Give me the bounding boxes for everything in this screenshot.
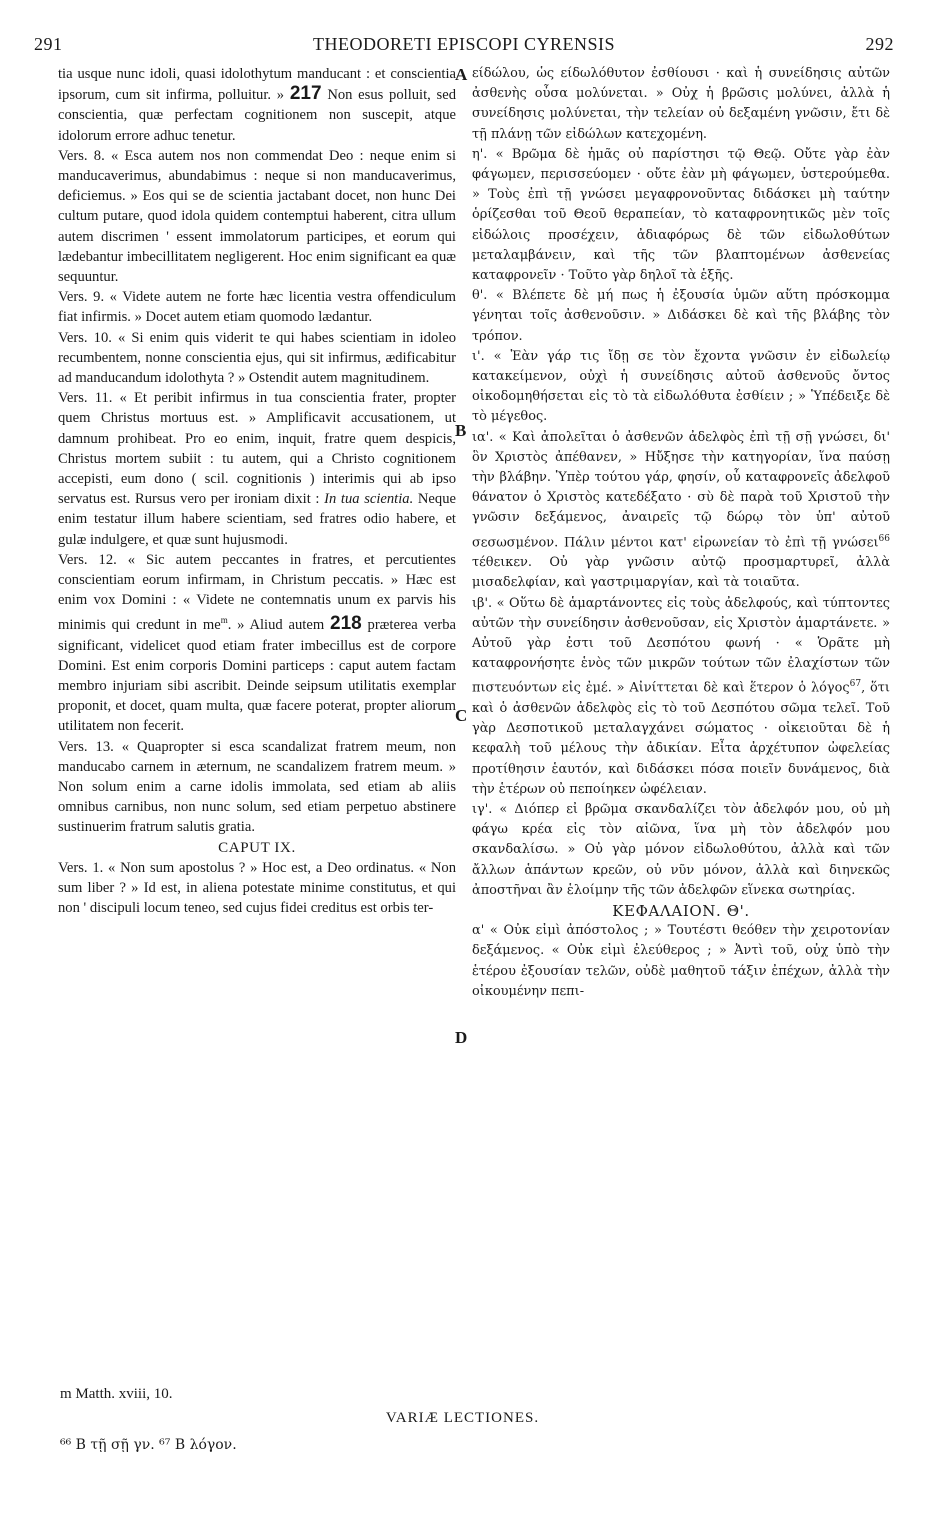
chapter-heading-greek: ΚΕΦΑΛΑΙΟΝ. Θ'. [612, 901, 750, 920]
greek-paragraph: ι'. « Ἐὰν γάρ τις ἴδῃ σε τὸν ἔχοντα γνῶσιν ἐν εἰδωλείῳ κατακείμενον, οὐχὶ ἡ συνείδησις αὐτοῦ ἀσθενοῦς ὄντος οἰκοδομηθήσεται εἰς τὸ τὰ εἰδωλόθυτα ἐσθίειν ; » Ὑπέδειξε δὲ τὸ μέγεθος. [472, 348, 890, 425]
chapter-heading-latin: CAPUT IX. [218, 839, 296, 856]
latin-text: Vers. 12. « Sic autem peccantes in fratres, et percutientes conscientiam eorum infirmam, in Christum peccatis. » Hæc est enim vox Domini : « Videte ne contemnatis unum ex parvis his minimis qui credunt in me [58, 551, 456, 634]
latin-text: præterea verba significant, videlicet quod etiam frater imbecillus est de corpore Domini. Est enim corporis Domini particeps : caput autem factam membro injuriam sibi ascribit. Deinde seipsum utilitatis exemplar proponit, et docet, quam multa, quæ facere poterat, propter aliorum utilitatem non fecerit. [58, 617, 456, 735]
greek-paragraph: είδώλου, ὡς είδωλόθυτον ἐσθίουσι · καὶ ἡ συνείδησις αὐτῶν ἀσθενὴς οὖσα μολύνεται. » Οὐχ ἡ βρῶσις μολύνει, ἀλλὰ ἡ συνείδησις μολύνεται, τὴν τελείαν οὐ δεξαμένη γνῶσιν, ἔτι δὲ τῇ πλάνῃ τῶν εἰδώλων κατεχομένη. [472, 66, 890, 142]
greek-paragraph: ιγ'. « Διόπερ εἰ βρῶμα σκανδαλίζει τὸν ἀδελφόν μου, οὐ μὴ φάγω κρέα εἰς τὸν αἰῶνα, ἵνα μὴ τὸν ἀδελφόν μου σκανδαλίσω. » Οὐ γὰρ μόνον εἰδωλοθύτου, ἀλλὰ καὶ τῶν ἄλλων ἁπάντων κρεῶν, οὐ νῦν μόνον, ἀλλὰ καὶ διηνεκῶς ἀποστῆναι ἂν ἑλοίμην τῆς τῶν ἀδελφῶν εἵνεκα σωτηρίας. [472, 801, 890, 898]
greek-paragraph: θ'. « Βλέπετε δὲ μή πως ἡ ἐξουσία ὑμῶν αὕτη πρόσκομμα γένηται τοῖς ἀσθενοῦσιν. » Διδάσκει δὲ καὶ τῆς βλάβης τὸν τρόπον. [472, 288, 890, 344]
latin-text: tia usque nunc idoli, quasi idolothytum manducant : et conscientia ipsorum, cum sit infirma, polluitur. » [58, 66, 456, 104]
latin-paragraph [58, 550, 456, 737]
latin-paragraph: Vers. 1. « Non sum apostolus ? » Hoc est, a Deo ordinatus. « Non sum liber ? » Id est, in aliena potestate minime constitutus, et qui non ' discipuli locum teneo, sed cujus fidei creditus est orbis ter- [58, 859, 456, 917]
latin-paragraph: Vers. 8. « Esca autem nos non commendat Deo : neque enim si manducaverimus, abundabimus : neque si non manducaverimus, deficiemus. » Eos qui se de scientia jactabant docet, non hunc Dei cultum putare, quod idola quidem contemptui haberent, citra ullum autem discrimen ' essent immolatorum participes, et eorum qui lædebantur imbecillitatem negligerent. Hoc enim significant ea quæ sequuntur. [58, 147, 456, 286]
greek-paragraph: α' « Οὐκ εἰμὶ ἀπόστολος ; » Τουτέστι θεόθεν τὴν χειροτονίαν δεξάμενος. « Οὐκ εἰμὶ ἐλεύθερος ; » Ἀντὶ τοῦ, οὐχ ὑπὸ τὴν ἑτέρου ἐξουσίαν τελῶν, οὐδὲ μαθητοῦ τάξιν ἐπέχων, ἀλλὰ τὴν οἰκουμένην πεπι- [472, 923, 890, 999]
margin-letter-a: A [455, 65, 468, 84]
page-number-right: 292 [865, 34, 894, 54]
latin-column [58, 64, 456, 918]
greek-text: τέθεικεν. Οὐ γὰρ γνῶσιν αὐτῷ προσμαρτυρεῖ, ἀλλὰ μισαδελφίαν, καὶ γαστριμαργίαν, καὶ τὰ τοιαῦτα. [472, 555, 890, 591]
greek-text: ια'. « Καὶ ἀπολεῖται ὁ ἀσθενῶν ἀδελφὸς ἐπὶ τῇ σῇ γνώσει, δι' ὃν Χριστὸς ἀπέθανεν, » Ηὔξησε τὴν κατηγορίαν, ἵνα παύσῃ τὴν βλάβην. Ὑπὲρ τούτου γάρ, φησίν, οὗ καταφρονεῖς ἀδελφοῦ θάνατον ὁ Χριστὸς κατεδέξατο · σὺ δὲ παρὰ τοῦ Χριστοῦ τὴν γνῶσιν δεξάμενος, ἀναιρεῖς τῷ δώρῳ τὸν ὑπ' αὐτοῦ σεσωσμένον. Πάλιν μέντοι κατ' εἰρωνείαν τὸ ἐπὶ τῇ γνώσει [472, 429, 890, 550]
footnote-ref: m [220, 615, 228, 626]
latin-paragraph [58, 64, 456, 146]
greek-text: , ὅτι καὶ ὁ ἀσθενῶν ἀδελφὸς εἰς τὸ τοῦ Δεσπότου σῶμα τελεῖ. Τοῦ γὰρ Δεσποτικοῦ μεταλαγχάνει σώματος · οἰκειοῦται δὲ ἡ κεφαλὴ τοῦ μέλους τὴν ἀδικίαν. Εἶτα ἀρχέτυπον ὠφελείας προτίθησιν ἑαυτόν, καὶ διδάσκει πόσα ποιεῖν δυνάμενος, διὰ τὴν ἑτέρων οὐ πεποίηκεν ὠφέλειαν. [472, 680, 890, 797]
variae-lectiones: ⁶⁶ Β τῇ σῇ γν. ⁶⁷ Β λόγον. [60, 1437, 237, 1453]
latin-paragraph: Vers. 10. « Si enim quis viderit te qui habes scientiam in idoleo recumbentem, nonne conscientia ejus, qui sit infirmus, ædificabitur ad manducandum idolothyta ? » Ostendit autem magnitudinem. [58, 329, 456, 387]
greek-paragraph [472, 594, 890, 800]
page-marker: 217 [289, 83, 322, 105]
footnote-matth: m Matth. xviii, 10. [60, 1386, 173, 1402]
page-number-left: 291 [34, 34, 63, 54]
running-header [34, 34, 894, 60]
latin-text: Non esus polluit, sed conscientia, quæ perfectam cognitionem non suscepit, atque idolorum errore adhuc tenetur. [58, 87, 457, 144]
latin-paragraph [58, 388, 456, 550]
latin-italic: In tua scientia. [324, 491, 414, 508]
latin-paragraph: Vers. 9. « Videte autem ne forte hæc licentia vestra offendiculum fiat infirmis. » Docet autem etiam quomodo lædantur. [58, 289, 456, 326]
greek-paragraph [472, 428, 890, 594]
greek-paragraph: η'. « Βρῶμα δὲ ἡμᾶς οὐ παρίστησι τῷ Θεῷ. Οὔτε γὰρ ἐὰν φάγωμεν, περισσεύομεν · οὔτε ἐὰν μὴ φάγωμεν, ὑστερούμεθα. » Τοὺς ἐπὶ τῇ γνώσει μεγαφρονοῦντας διδάσκει μὴ ταύτην ὁρίζεσθαι τοῦ Θεοῦ θεραπείαν, τὸ καταφρονητικῶς μὲν τοῖς εἰδώλοις προσέχειν, ἀδιαφόρως δὲ τῶν εἰδωλοθύτων μεταλαμβάνειν, καὶ τῆς τῶν βλαπτομένων ἀσθενείας καταφρονεῖν · Τοῦτο γὰρ δηλοῖ τὰ ἑξῆς. [472, 146, 890, 284]
running-title: THEODORETI EPISCOPI CYRENSIS [312, 34, 616, 54]
greek-text: ιβ'. « Οὕτω δὲ ἁμαρτάνοντες εἰς τοὺς ἀδελφούς, καὶ τύπτοντες αὐτῶν τὴν συνείδησιν ἀσθενοῦσαν, εἰς Χριστὸν ἁμαρτάνετε. » Αὐτοῦ γὰρ ἐστι τοῦ Δεσπότου φωνή · « Ὁρᾶτε μὴ καταφρονήσητε ἑνὸς τῶν μικρῶν τούτων τῶν ἐλαχίστων τῶν πιστευόντων εἰς ἐμέ. » Αἰνίττεται δὲ καὶ ἕτερον ὁ λόγος [472, 595, 890, 696]
margin-letter-c: C [455, 706, 468, 725]
greek-column [472, 64, 890, 1002]
latin-text: Vers. 11. « Et peribit infirmus in tua conscientia frater, propter quem Christus mortuus est. » Amplificavit accusationem, ut damnum prohibeat. Pro eo enim, inquit, fratre quem despicis, Christus mortem subiit : tu autem, qui a Christo cognitionem accepisti, eum dono ( scil. cognitionis ) interimis qui ab ipso servatus est. Rursus vero per ironiam dixit : [58, 390, 456, 508]
footnote-ref: 66 [878, 533, 890, 544]
latin-text: . » Aliud autem [227, 617, 325, 634]
latin-paragraph: Vers. 13. « Quapropter si esca scandalizat fratrem meum, non manducabo carnem in æternum, ne scandalizem fratrem meum. » Non solum enim a carne idolis immolata, sed etiam ab aliis omnibus carnibus, non nunc solum, sed etiam perpetuo abstinere sustinuerim fratrum salutis gratia. [58, 738, 456, 836]
margin-letter-d: D [455, 1028, 468, 1047]
variae-lectiones-title: VARIÆ LECTIONES. [385, 1410, 540, 1426]
footnote-ref: 67 [849, 679, 862, 690]
latin-text: Neque enim testatur illum habere scientiam, sed fratres odio habere, et gulæ indulgere, et quæ sunt hujusmodi. [58, 491, 456, 548]
margin-letter-b: B [455, 421, 467, 440]
page-marker: 218 [330, 613, 362, 635]
